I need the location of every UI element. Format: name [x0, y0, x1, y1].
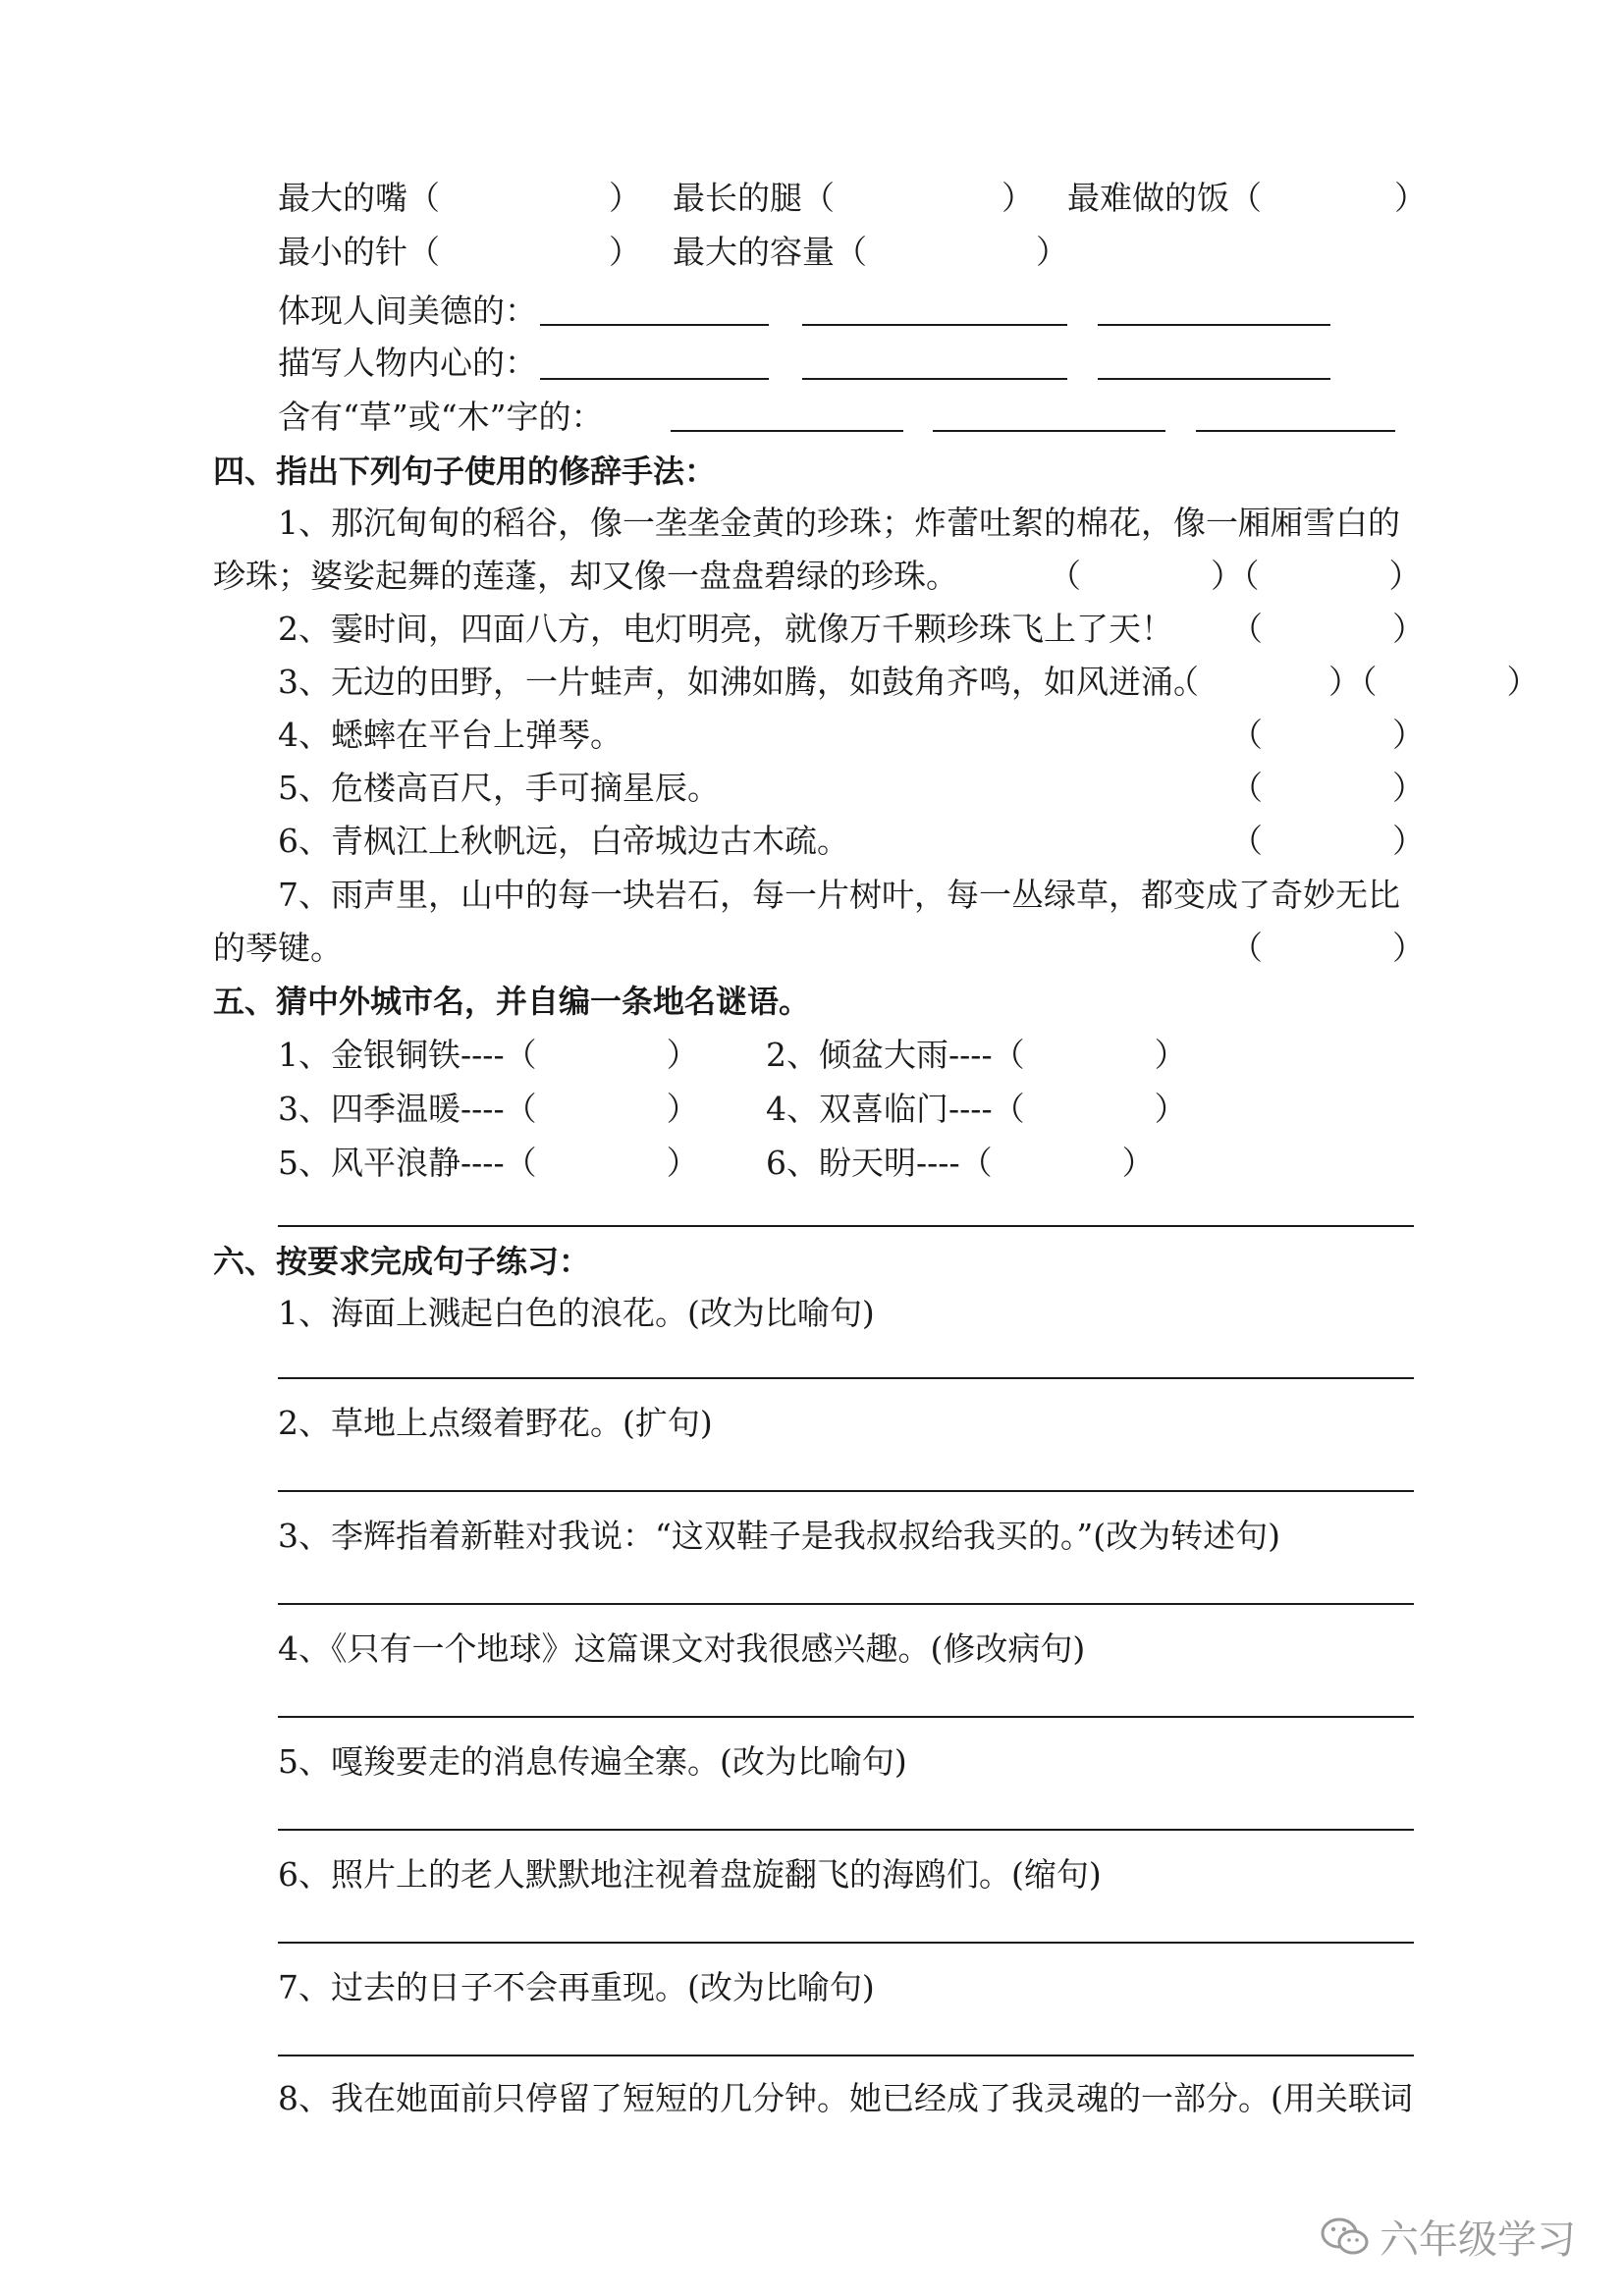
exercise-7: 7、过去的日子不会再重现。(改为比喻句) — [278, 1968, 875, 2006]
plant-label: 含有“草”或“木”字的： — [278, 398, 604, 436]
section5-heading: 五、猜中外城市名，并自编一条地名谜语。 — [213, 983, 811, 1020]
wechat-icon — [1321, 2216, 1370, 2268]
plant-blank-3[interactable] — [1196, 430, 1395, 432]
rhetoric-s5-answer[interactable]: （ ） — [1230, 769, 1425, 807]
rhetoric-s3-answer[interactable]: （ ）（ ） — [1166, 663, 1540, 701]
exercise-1: 1、海面上溅起白色的浪花。(改为比喻句) — [278, 1294, 875, 1332]
exercise-5-answer[interactable] — [278, 1829, 1414, 1831]
section6-heading: 六、按要求完成句子练习： — [213, 1243, 591, 1280]
riddle-q3: 最难做的饭（ — [1067, 179, 1262, 217]
rhetoric-s2-answer[interactable]: （ ） — [1230, 610, 1425, 648]
virtue-blank-1[interactable] — [540, 324, 769, 326]
virtue-blank-2[interactable] — [802, 324, 1067, 326]
rhetoric-s7-line2: 的琴键。 — [213, 929, 343, 967]
riddle-q5: 最大的容量（ — [673, 233, 867, 271]
section4-heading: 四、指出下列句子使用的修辞手法： — [213, 453, 717, 490]
self-riddle-blank[interactable] — [278, 1225, 1414, 1227]
rhetoric-s1-answer[interactable]: （ ）（ ） — [1049, 557, 1422, 595]
exercise-6-answer[interactable] — [278, 1942, 1414, 1944]
watermark — [1321, 2209, 1576, 2268]
rhetoric-s1-line1: 1、那沉甸甸的稻谷，像一垄垄金黄的珍珠；炸蕾吐絮的棉花，像一厢厢雪白的 — [278, 504, 1400, 542]
rhetoric-s2: 2、霎时间，四面八方，电灯明亮，就像万千颗珍珠飞上了天！ — [278, 610, 1173, 648]
riddle-q2-close: ） — [1001, 179, 1034, 217]
rhetoric-s7-answer[interactable]: （ ） — [1230, 929, 1425, 967]
rhetoric-s3: 3、无边的田野，一片蛙声，如沸如腾，如鼓角齐鸣，如风迸涌。 — [278, 663, 1206, 701]
exercise-5: 5、嘎羧要走的消息传遍全寨。(改为比喻句) — [278, 1742, 907, 1781]
exercise-2-answer[interactable] — [278, 1490, 1414, 1492]
riddle-q2: 最长的腿（ — [673, 179, 835, 217]
heart-blank-1[interactable] — [540, 378, 769, 380]
rhetoric-s6-answer[interactable]: （ ） — [1230, 822, 1425, 860]
exercise-3: 3、李辉指着新鞋对我说：“这双鞋子是我叔叔给我买的。”(改为转述句) — [278, 1517, 1280, 1555]
exercise-8: 8、我在她面前只停留了短短的几分钟。她已经成了我灵魂的一部分。(用关联词 — [278, 2079, 1413, 2117]
city-riddle-2: 2、倾盆大雨----（ ） — [766, 1036, 1187, 1074]
exercise-7-answer[interactable] — [278, 2055, 1414, 2056]
riddle-q1-close: ） — [609, 179, 641, 217]
city-riddle-4: 4、双喜临门----（ ） — [766, 1090, 1187, 1128]
rhetoric-s4: 4、蟋蟀在平台上弹琴。 — [278, 716, 623, 754]
riddle-q3-close: ） — [1394, 179, 1427, 217]
virtue-label: 体现人间美德的： — [278, 292, 537, 330]
plant-blank-2[interactable] — [933, 430, 1165, 432]
exercise-1-answer[interactable] — [278, 1377, 1414, 1379]
riddle-q1: 最大的嘴（ — [278, 179, 440, 217]
exercise-4: 4、《只有一个地球》这篇课文对我很感兴趣。(修改病句) — [278, 1629, 1086, 1668]
heart-blank-3[interactable] — [1098, 378, 1330, 380]
city-riddle-3: 3、四季温暖----（ ） — [278, 1090, 699, 1128]
rhetoric-s1-line2: 珍珠；婆娑起舞的莲蓬，却又像一盘盘碧绿的珍珠。 — [213, 557, 958, 595]
rhetoric-s5: 5、危楼高百尺，手可摘星辰。 — [278, 769, 720, 807]
riddle-q4-close: ） — [609, 233, 641, 271]
city-riddle-6: 6、盼天明----（ ） — [766, 1144, 1155, 1182]
watermark-text: 六年级学习 — [1380, 2217, 1576, 2263]
rhetoric-s6: 6、青枫江上秋帆远，白帝城边古木疏。 — [278, 822, 849, 860]
rhetoric-s4-answer[interactable]: （ ） — [1230, 716, 1425, 754]
rhetoric-s7-line1: 7、雨声里，山中的每一块岩石，每一片树叶，每一丛绿草，都变成了奇妙无比 — [278, 876, 1400, 914]
heart-blank-2[interactable] — [802, 378, 1067, 380]
city-riddle-1: 1、金银铜铁----（ ） — [278, 1036, 699, 1074]
exercise-6: 6、照片上的老人默默地注视着盘旋翻飞的海鸥们。(缩句) — [278, 1855, 1102, 1894]
virtue-blank-3[interactable] — [1098, 324, 1330, 326]
heart-label: 描写人物内心的： — [278, 344, 537, 382]
riddle-q5-close: ） — [1036, 233, 1068, 271]
plant-blank-1[interactable] — [671, 430, 903, 432]
riddle-q4: 最小的针（ — [278, 233, 440, 271]
exercise-2: 2、草地上点缀着野花。(扩句) — [278, 1404, 713, 1442]
exercise-4-answer[interactable] — [278, 1716, 1414, 1718]
exercise-3-answer[interactable] — [278, 1603, 1414, 1605]
city-riddle-5: 5、风平浪静----（ ） — [278, 1144, 699, 1182]
